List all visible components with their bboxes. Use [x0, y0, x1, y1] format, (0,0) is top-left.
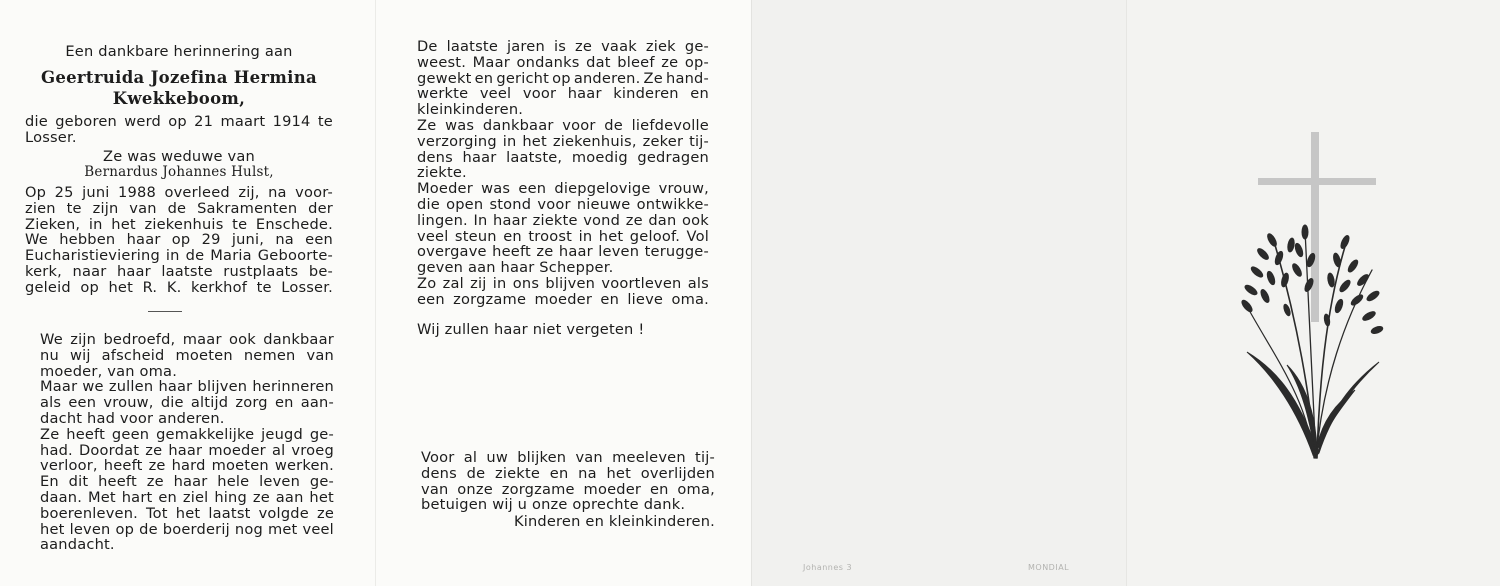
paragraph-line: Eucharistieviering in de Maria Geboorte-: [25, 247, 333, 265]
closing-line: Wij zullen haar niet vergeten !: [417, 321, 645, 338]
paragraph-line: Moeder was een diepgelovige vrouw,: [417, 180, 709, 198]
paragraph-line: had. Doordat ze haar moeder al vroeg: [40, 441, 334, 459]
paragraph-line: verloor, heeft ze hard moeten werken.: [40, 457, 334, 475]
husband-name: Bernardus Johannes Hulst,: [84, 164, 274, 180]
grass-plant-icon: [1240, 225, 1383, 458]
paragraph-line: dacht had voor anderen.: [40, 409, 225, 427]
paragraph-line: een zorgzame moeder en lieve oma.: [417, 290, 709, 308]
paragraph-line: lingen. In haar ziekte vond ze dan ook: [417, 211, 709, 229]
cross-icon: [1258, 132, 1376, 322]
paragraph-line: Ze was dankbaar voor de liefdevolle: [417, 116, 709, 134]
paragraph-line: weest. Maar ondanks dat bleef ze op-: [417, 53, 709, 71]
deceased-name-line2: Kwekkeboom,: [112, 89, 246, 108]
reflection-paragraph: [40, 332, 334, 553]
paragraph-line: van onze zorgzame moeder en oma,: [421, 480, 715, 498]
intro-text: Een dankbare herinnering aan: [65, 43, 293, 60]
paragraph-line: gewekt en gericht op anderen. Ze hand-: [417, 69, 709, 87]
thanks-paragraph: [421, 450, 715, 513]
paragraph-line: aandacht.: [40, 536, 115, 554]
paragraph-line: ziekte.: [417, 164, 467, 182]
deceased-name-line1: Geertruida Jozefina Hermina: [40, 68, 318, 87]
divider-line: [148, 311, 182, 312]
paragraph-line: dens haar laatste, moedig gedragen: [417, 148, 709, 166]
cross-with-grass-illustration: [1227, 120, 1397, 470]
paragraph-line: verzorging in het ziekenhuis, zeker tij-: [417, 132, 709, 150]
death-paragraph: [25, 185, 333, 296]
signature: Kinderen en kleinkinderen.: [513, 513, 715, 530]
paragraph-line: geleid op het R. K. kerkhof te Losser.: [25, 278, 333, 296]
paragraph-line: De laatste jaren is ze vaak ziek ge-: [417, 38, 709, 55]
card-panel-cover: [1126, 0, 1500, 586]
paragraph-line: kleinkinderen.: [417, 101, 524, 119]
birth-line: Losser.: [25, 128, 77, 146]
paragraph-line: zien te zijn van de Sakramenten der: [25, 199, 333, 217]
paragraph-line: We hebben haar op 29 juni, na een: [25, 231, 333, 249]
footer-note-right: MONDIAL: [1028, 563, 1070, 572]
paragraph-line: als een vrouw, die altijd zorg en aan-: [40, 394, 334, 412]
paragraph-line: Voor al uw blijken van meeleven tij-: [421, 449, 715, 466]
paragraph-line: kerk, naar haar laatste rustplaats be-: [25, 262, 333, 280]
paragraph-line: die open stond voor nieuwe ontwikke-: [417, 195, 709, 213]
paragraph-line: daan. Met hart en ziel hing ze aan het: [40, 488, 334, 506]
paragraph-line: overgave heeft ze haar leven terugge-: [417, 243, 709, 261]
paragraph-line: Zieken, in het ziekenhuis te Enschede.: [25, 215, 333, 233]
paragraph-line: Zo zal zij in ons blijven voortleven als: [417, 274, 709, 292]
paragraph-line: geven aan haar Schepper.: [417, 259, 614, 277]
paragraph-line: het leven op de boerderij nog met veel: [40, 520, 334, 538]
paragraph-line: moeder, van oma.: [40, 362, 178, 380]
paragraph-line: En dit heeft ze haar hele leven ge-: [40, 473, 334, 491]
card-panel-left: [0, 0, 375, 586]
paragraph-line: dens de ziekte en na het overlijden: [421, 464, 715, 482]
paragraph-line: Ze heeft geen gemakkelijke jeugd ge-: [40, 425, 334, 443]
paragraph-line: Maar we zullen haar blijven herinneren: [40, 378, 334, 396]
paragraph-line: werkte veel voor haar kinderen en: [417, 85, 709, 103]
birth-line: die geboren werd op 21 maart 1914 te: [25, 113, 333, 130]
paragraph-line: Op 25 juni 1988 overleed zij, na voor-: [25, 184, 333, 201]
paragraph-line: nu wij afscheid moeten nemen van: [40, 346, 334, 364]
footer-note-left: Johannes 3: [803, 563, 853, 572]
paragraph-line: We zijn bedroefd, maar ook dankbaar: [40, 331, 334, 348]
card-panel-blank: [751, 0, 1127, 586]
paragraph-line: betuigen wij u onze oprechte dank.: [421, 496, 686, 514]
card-panel-text-right: [375, 0, 752, 586]
paragraph-line: veel steun en troost in het geloof. Vol: [417, 227, 709, 245]
paragraph-line: boerenleven. Tot het laatst volgde ze: [40, 504, 334, 522]
widow-intro: Ze was weduwe van: [103, 148, 255, 165]
life-paragraph: [417, 39, 709, 308]
birth-text: [25, 114, 333, 146]
